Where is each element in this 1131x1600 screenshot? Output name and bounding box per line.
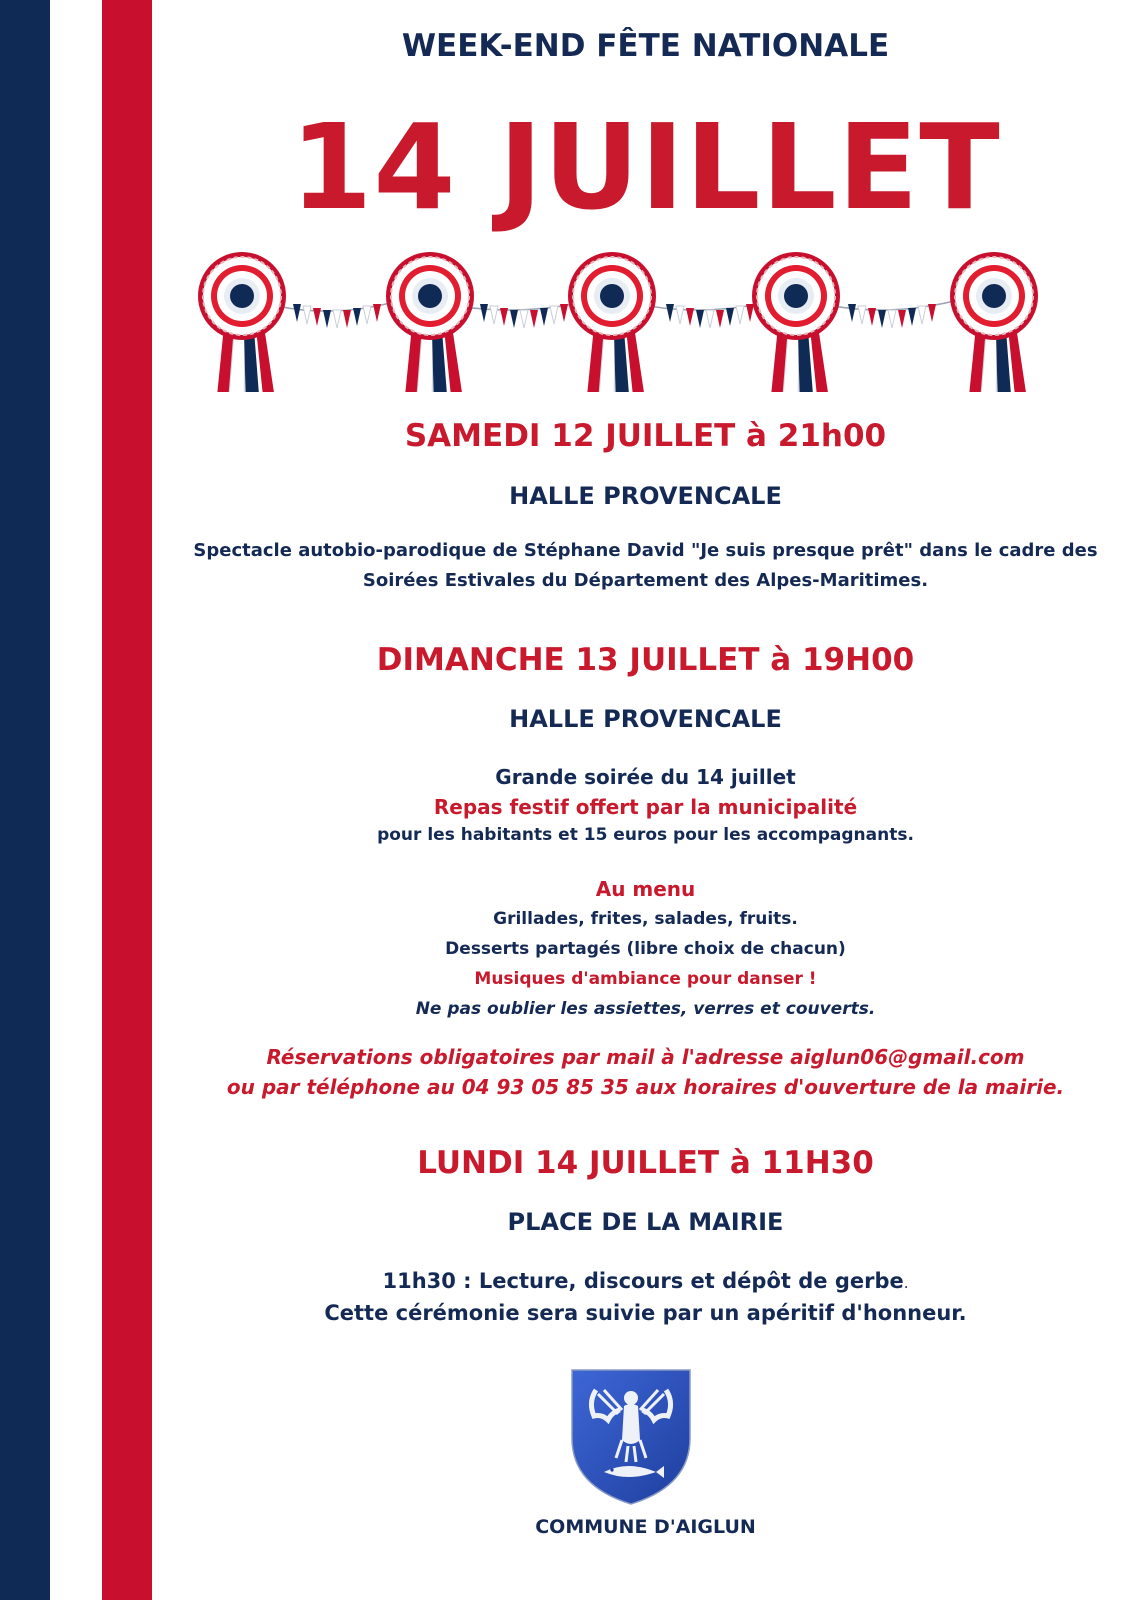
coat-of-arms-eagle-icon xyxy=(568,1368,694,1506)
ceremony-dot: . xyxy=(903,1274,909,1292)
event-2-habitants: pour les habitants et 15 euros pour les accompagnants. xyxy=(377,825,914,845)
event-1-venue: HALLE PROVENCALE xyxy=(509,482,782,510)
event-2-menu xyxy=(160,874,1131,1024)
event-1-description-line-2: Soirées Estivales du Département des Alpes-Maritimes. xyxy=(362,570,929,591)
menu-title: Au menu xyxy=(595,877,696,901)
event-2-repas: Repas festif offert par la municipalité xyxy=(433,795,858,819)
reservation-info xyxy=(160,1042,1131,1102)
commune-name: COMMUNE D'AIGLUN xyxy=(535,1516,756,1538)
event-3-day: LUNDI 14 JUILLET à 11H30 xyxy=(417,1145,874,1181)
musique-line: Musiques d'ambiance pour danser ! xyxy=(474,969,817,989)
event-1-description xyxy=(160,536,1131,596)
event-2-day: DIMANCHE 13 JUILLET à 19H00 xyxy=(376,642,915,678)
event-2-venue: HALLE PROVENCALE xyxy=(509,705,782,733)
flag-stripe-red xyxy=(102,0,152,1600)
menu-line-2: Desserts partagés (libre choix de chacun) xyxy=(445,939,846,959)
main-title: 14 JUILLET xyxy=(290,98,1001,236)
flag-stripe-blue xyxy=(0,0,50,1600)
ceremony-main: 11h30 : Lecture, discours et dépôt de gerbe xyxy=(382,1269,904,1293)
ceremony-line-2: Cette cérémonie sera suivie par un apéritif d'honneur. xyxy=(324,1301,967,1325)
ceremony-line-1 xyxy=(160,1266,1131,1298)
rappel-line: Ne pas oublier les assiettes, verres et couverts. xyxy=(415,999,876,1019)
event-2-soiree: Grande soirée du 14 juillet xyxy=(495,765,796,789)
event-2-details xyxy=(160,762,1131,848)
menu-line-1: Grillades, frites, salades, fruits. xyxy=(493,909,798,929)
event-1-day: SAMEDI 12 JUILLET à 21h00 xyxy=(404,418,887,454)
event-1-description-line-1: Spectacle autobio-parodique de Stéphane David "Je suis presque prêt" dans le cadre des xyxy=(193,540,1098,561)
event-3-venue: PLACE DE LA MAIRIE xyxy=(507,1208,784,1236)
reservation-line-2: ou par téléphone au 04 93 05 85 35 aux horaires d'ouverture de la mairie. xyxy=(226,1075,1065,1099)
weekend-title: WEEK-END FÊTE NATIONALE xyxy=(401,28,890,64)
event-3-ceremony xyxy=(160,1266,1131,1328)
reservation-line-1: Réservations obligatoires par mail à l'adresse aiglun06@gmail.com xyxy=(266,1045,1025,1069)
cockade-garland-icon xyxy=(198,252,1058,392)
